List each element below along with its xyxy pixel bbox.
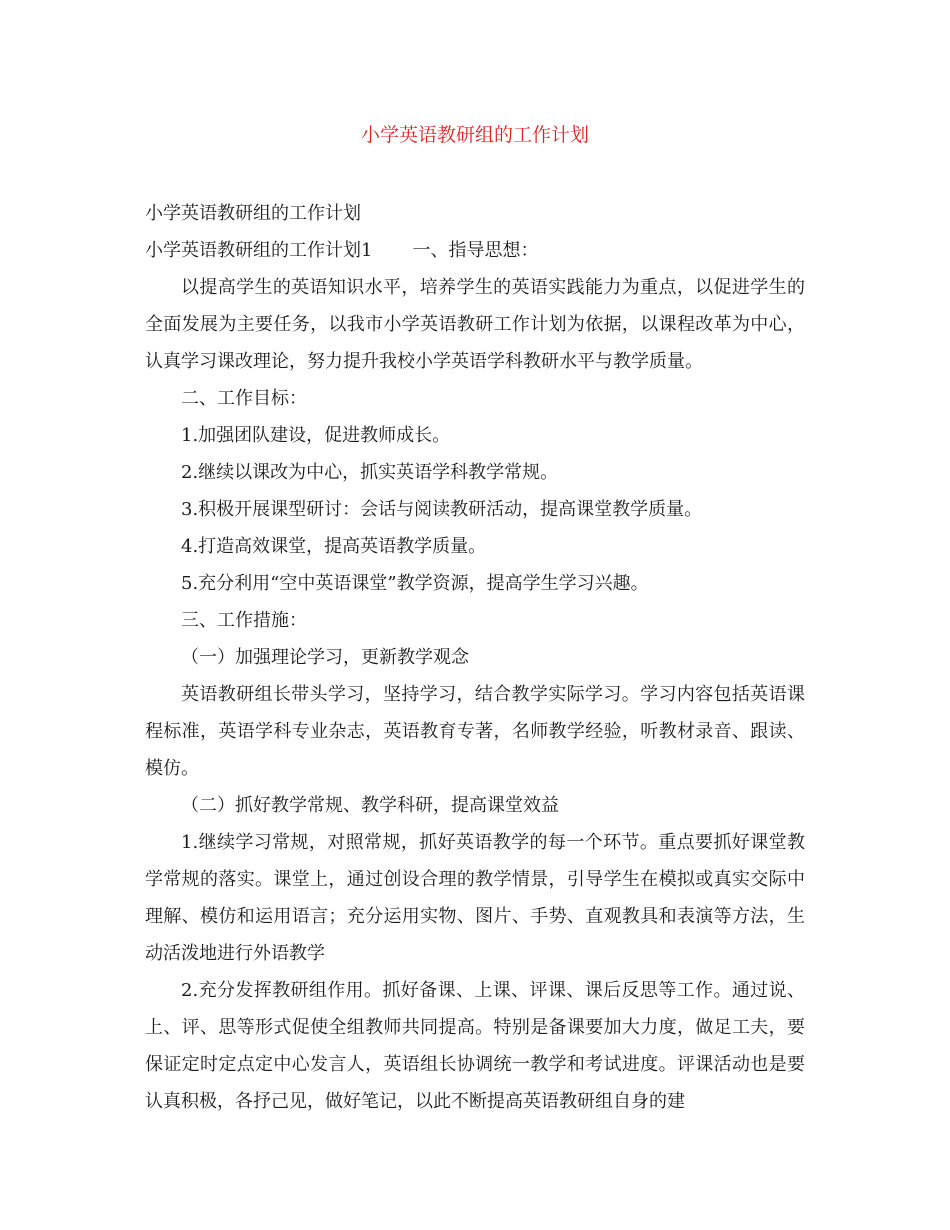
measure-title: （一）加强理论学习，更新教学观念 [181, 647, 469, 668]
document-title: 小学英语教研组的工作计划 [360, 124, 589, 146]
document-subheading: 小学英语教研组的工作计划1 [145, 240, 373, 261]
measure-body: 英语教研组长带头学习，坚持学习，结合教学实际学习。学习内容包括英语课程标准，英语学科专业杂志，英语教育专著，名师教学经验，听教材录音、跟读、模仿。 [145, 684, 805, 779]
measure-title: （二）抓好教学常规、教学科研，提高课堂效益 [181, 795, 559, 816]
goal-item: 4.打造高效课堂，提高英语教学质量。 [181, 536, 487, 557]
section-title-guiding: 一、指导思想： [412, 240, 539, 261]
section-body-guiding: 以提高学生的英语知识水平，培养学生的英语实践能力为重点，以促进学生的全面发展为主要任务，以我市小学英语教研工作计划为依据，以课程改革为中心，认真学习课改理论，努力提升我校小学英语学科教研水平与教学质量。 [145, 277, 805, 372]
goal-item: 2.继续以课改为中心，抓实英语学科教学常规。 [181, 462, 559, 483]
document-heading: 小学英语教研组的工作计划 [145, 203, 361, 224]
subheading-line [145, 232, 805, 269]
document-body [145, 195, 805, 1120]
measure-item: 2.充分发挥教研组作用。抓好备课、上课、评课、课后反思等工作。通过说、上、评、思等形式促使全组教师共同提高。特别是备课要加大力度，做足工夫，要保证定时定点定中心发言人，英语组长协调统一教学和考试进度。评课活动也是要认真积极，各抒己见，做好笔记，以此不断提高英语教研组自身的建 [145, 980, 805, 1112]
measure-item: 1.继续学习常规，对照常规，抓好英语教学的每一个环节。重点要抓好课堂教学常规的落实。课堂上，通过创设合理的教学情景，引导学生在模拟或真实交际中理解、模仿和运用语言；充分运用实物、图片、手势、直观教具和表演等方法，生动活泼地进行外语教学 [145, 832, 805, 964]
section-title-measures: 三、工作措施： [181, 610, 307, 631]
section-title-goals: 二、工作目标： [181, 388, 307, 409]
goal-item: 3.积极开展课型研讨：会话与阅读教研活动，提高课堂教学质量。 [181, 499, 703, 520]
goal-item: 1.加强团队建设，促进教师成长。 [181, 425, 451, 446]
goal-item: 5.充分利用“空中英语课堂”教学资源，提高学生学习兴趣。 [181, 573, 649, 594]
